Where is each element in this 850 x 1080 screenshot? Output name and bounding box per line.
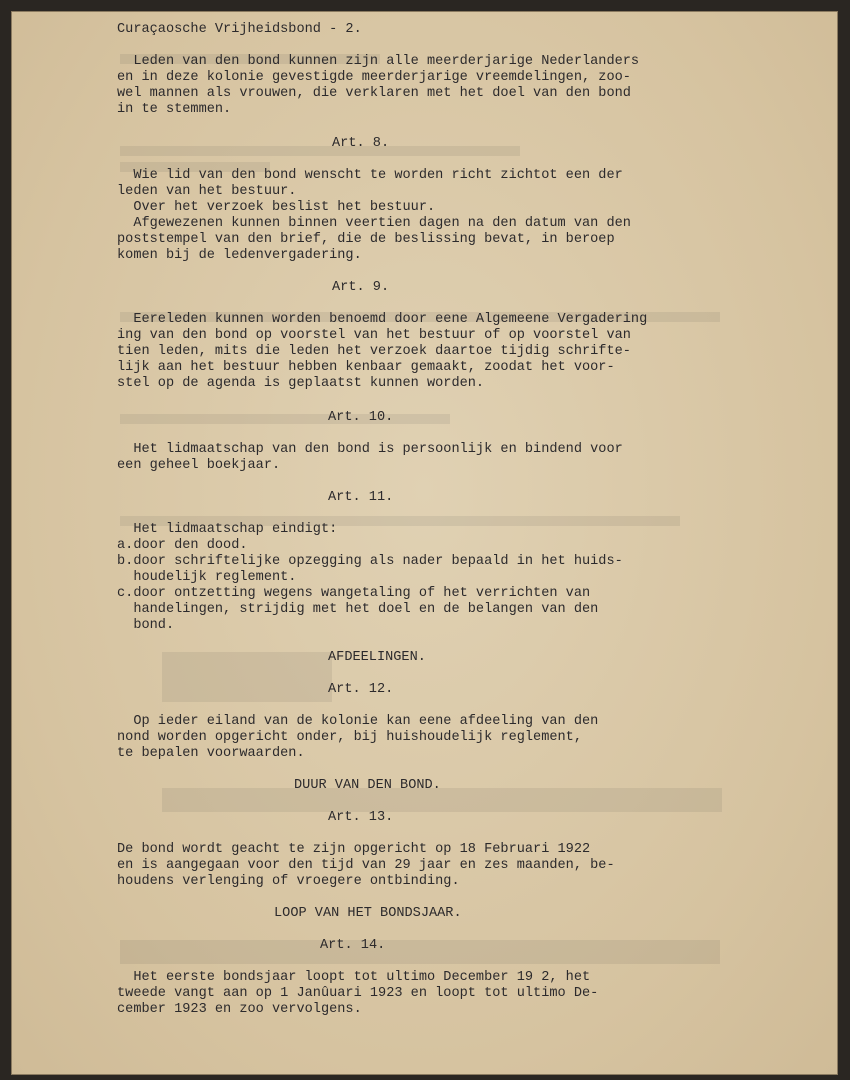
article-line: Het eerste bondsjaar loopt tot ultimo December 19 2, het (117, 970, 591, 985)
bleed-through-mark (120, 940, 720, 964)
page-header: Curaçaosche Vrijheidsbond - 2. (117, 22, 362, 37)
article-line: leden van het bestuur. (117, 184, 297, 199)
typewritten-page (12, 12, 837, 1074)
intro-line: wel mannen als vrouwen, die verklaren met het doel van den bond (117, 86, 631, 101)
intro-line: Leden van den bond kunnen zijn alle meerderjarige Nederlanders (117, 54, 640, 69)
article-line: en is aangegaan voor den tijd van 29 jaar en zes maanden, be- (117, 858, 615, 873)
section-heading: LOOP VAN HET BONDSJAAR. (274, 906, 462, 921)
article-line: De bond wordt geacht te zijn opgericht op 18 Februari 1922 (117, 842, 591, 857)
article-line: poststempel van den brief, die de beslissing bevat, in beroep (117, 232, 615, 247)
article-line: tien leden, mits die leden het verzoek daartoe tijdig schrifte- (117, 344, 631, 359)
bleed-through-mark (162, 788, 722, 812)
article-line: tweede vangt aan op 1 Janûuari 1923 en loopt tot ultimo De- (117, 986, 599, 1001)
article-line: Het lidmaatschap van den bond is persoonlijk en bindend voor (117, 442, 623, 457)
intro-line: en in deze kolonie gevestigde meerderjarige vreemdelingen, zoo- (117, 70, 631, 85)
article-line: stel op de agenda is geplaatst kunnen worden. (117, 376, 485, 391)
bleed-through-mark (120, 414, 450, 424)
article-heading: Art. 9. (332, 280, 390, 295)
article-line: een geheel boekjaar. (117, 458, 281, 473)
section-heading: DUUR VAN DEN BOND. (294, 778, 441, 793)
article-line: nond worden opgericht onder, bij huishoudelijk reglement, (117, 730, 582, 745)
article-line: b.door schriftelijke opzegging als nader bepaald in het huids- (117, 554, 623, 569)
article-line: lijk aan het bestuur hebben kenbaar gemaakt, zoodat het voor- (117, 360, 615, 375)
article-heading: Art. 12. (328, 682, 394, 697)
article-line: c.door ontzetting wegens wangetaling of het verrichten van (117, 586, 591, 601)
article-line: Afgewezenen kunnen binnen veertien dagen na den datum van den (117, 216, 631, 231)
article-line: ing van den bond op voorstel van het bestuur of op voorstel van (117, 328, 631, 343)
section-heading: AFDEELINGEN. (328, 650, 426, 665)
article-heading: Art. 8. (332, 136, 390, 151)
article-line: houdens verlenging of vroegere ontbinding. (117, 874, 460, 889)
article-line: komen bij de ledenvergadering. (117, 248, 362, 263)
bleed-through-mark (120, 146, 520, 156)
article-line: Wie lid van den bond wenscht te worden richt zichtot een der (117, 168, 623, 183)
article-heading: Art. 13. (328, 810, 394, 825)
article-line: Op ieder eiland van de kolonie kan eene afdeeling van den (117, 714, 599, 729)
article-line: cember 1923 en zoo vervolgens. (117, 1002, 362, 1017)
article-line: Het lidmaatschap eindigt: (117, 522, 338, 537)
article-line: Over het verzoek beslist het bestuur. (117, 200, 436, 215)
article-line: handelingen, strijdig met het doel en de belangen van den (117, 602, 599, 617)
article-heading: Art. 14. (320, 938, 386, 953)
article-line: bond. (117, 618, 175, 633)
article-line: houdelijk reglement. (117, 570, 297, 585)
article-line: Eereleden kunnen worden benoemd door eene Algemeene Vergadering (117, 312, 648, 327)
article-heading: Art. 11. (328, 490, 394, 505)
article-line: a.door den dood. (117, 538, 248, 553)
bleed-through-mark (162, 652, 332, 702)
article-line: te bepalen voorwaarden. (117, 746, 305, 761)
article-heading: Art. 10. (328, 410, 394, 425)
intro-line: in te stemmen. (117, 102, 232, 117)
